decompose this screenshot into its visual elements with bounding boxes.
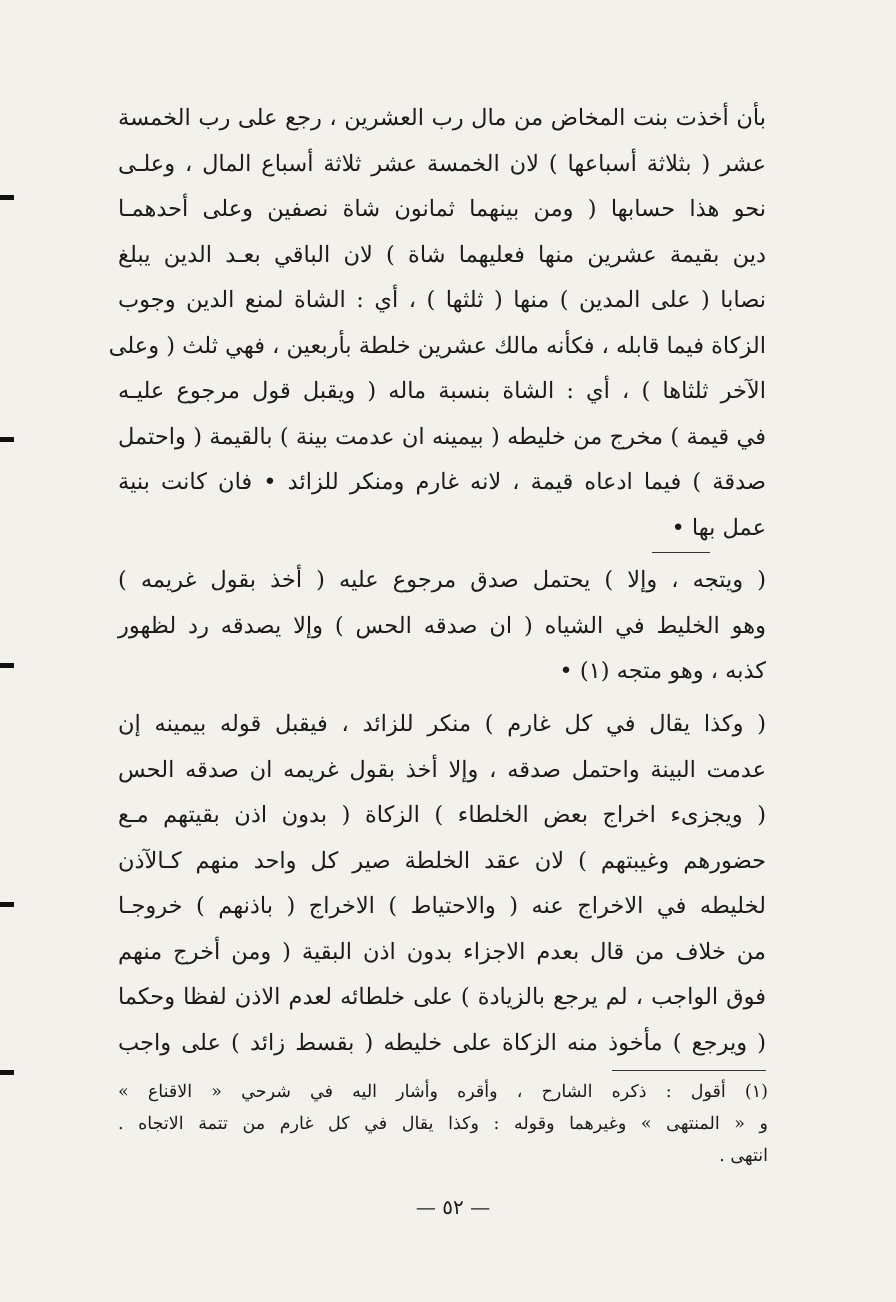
paragraph-3 bbox=[118, 702, 766, 1066]
margin-mark bbox=[0, 437, 14, 442]
text-line: ( ويتجه ، وإلا ) يحتمل صدق مرجوع عليه ( أخذ بقول غريمه ) bbox=[118, 567, 766, 593]
margin-mark bbox=[0, 1070, 14, 1075]
text-line: ( وكذا يقال في كل غارم ) منكر للزائد ، فيقبل قوله بيمينه إن bbox=[118, 711, 766, 737]
text-line: الزكاة فيما قابله ، فكأنه مالك عشرين خلطة بأربعين ، فهي ثلث ( وعلى bbox=[108, 332, 766, 359]
paragraph-2 bbox=[118, 558, 766, 695]
text-line: كذبه ، وهو متجه (١) • bbox=[559, 658, 766, 684]
text-line: نحو هذا حسابها ( ومن بينهما ثمانون شاة نصفين وعلى أحدهمـا bbox=[118, 196, 766, 222]
text-line: في قيمة ) مخرج من خليطه ( بيمينه ان عدمت بينة ) بالقيمة ( واحتمل bbox=[118, 423, 766, 450]
footnote-line: و « المنتهى » وغيرهما وقوله : وكذا يقال في كل غارم من تتمة الاتجاه . bbox=[118, 1114, 768, 1134]
text-line: نصابا ( على المدين ) منها ( ثلثها ) ، أي : الشاة لمنع الدين وجوب bbox=[118, 287, 766, 313]
margin-mark bbox=[0, 902, 14, 907]
text-line: بأن أخذت بنت المخاض من مال رب العشرين ، رجع على رب الخمسة bbox=[118, 105, 766, 131]
margin-mark bbox=[0, 195, 14, 200]
overline-rule bbox=[652, 552, 710, 553]
text-line: عدمت البينة واحتمل صدقه ، وإلا أخذ بقول غريمه ان صدقه الحس bbox=[118, 756, 766, 783]
footnote-line: انتهى . bbox=[719, 1146, 768, 1166]
text-line: لخليطه في الاخراج عنه ( والاحتياط ) الاخراج ( باذنهم ) خروجـا bbox=[118, 893, 766, 919]
text-line: عشر ( بثلاثة أسباعها ) لان الخمسة عشر ثلاثة أسباع المال ، وعلـى bbox=[118, 150, 766, 177]
text-line: صدقة ) فيما ادعاه قيمة ، لانه غارم ومنكر للزائد • فان كانت بنية bbox=[118, 469, 766, 495]
footnote-separator bbox=[612, 1070, 766, 1071]
margin-mark bbox=[0, 663, 14, 668]
text-line: عمل بها • bbox=[671, 514, 766, 541]
text-line: من خلاف من قال بعدم الاجزاء بدون اذن البقية ( ومن أخرج منهم bbox=[118, 938, 766, 965]
text-line: ( ويرجع ) مأخوذ منه الزكاة على خليطه ( بقسط زائد ) على واجب bbox=[118, 1029, 766, 1056]
footnote-line: (١) أقول : ذكره الشارح ، وأقره وأشار اليه في شرحي « الاقناع » bbox=[118, 1082, 768, 1102]
text-line: فوق الواجب ، لم يرجع بالزيادة ) على خلطائه لعدم الاذن لفظا وحكما bbox=[118, 984, 766, 1010]
page-number: — ٥٢ — bbox=[415, 1195, 491, 1219]
text-line: الآخر ثلثاها ) ، أي : الشاة بنسبة ماله ( ويقبل قول مرجوع عليـه bbox=[118, 378, 766, 404]
text-line: حضورهم وغيبتهم ) لان عقد الخلطة صير كل واحد منهم كـالآذن bbox=[118, 847, 766, 874]
footnotes bbox=[118, 1076, 768, 1172]
paragraph-1 bbox=[108, 96, 766, 551]
text-line: ( ويجزىء اخراج بعض الخلطاء ) الزكاة ( بدون اذن بقيتهم مـع bbox=[118, 802, 766, 828]
text-line: وهو الخليط في الشياه ( ان صدقه الحس ) وإلا يصدقه رد لظهور bbox=[118, 612, 766, 639]
text-line: دين بقيمة عشرين منها فعليهما شاة ) لان الباقي بعـد الدين يبلغ bbox=[118, 241, 766, 268]
